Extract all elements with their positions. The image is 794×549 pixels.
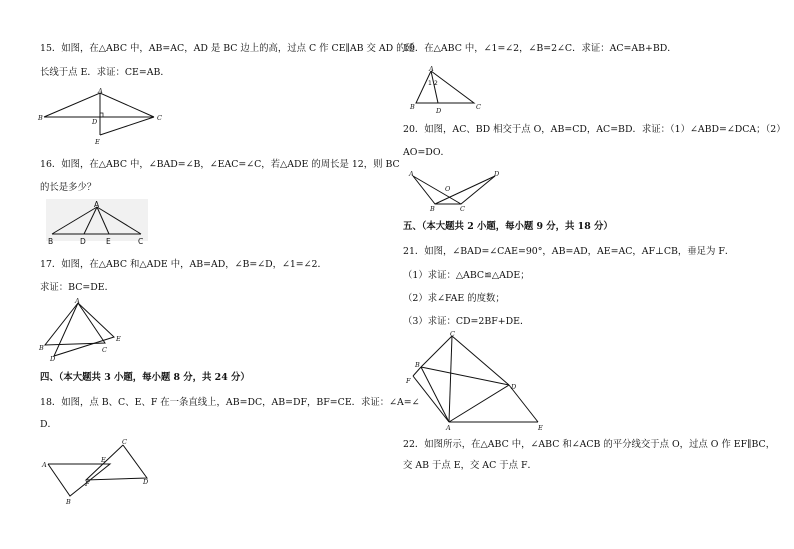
q20-label-d: D (494, 170, 500, 178)
section-4-heading: 四、（本大题共 3 小题，每小题 8 分，共 24 分） (40, 372, 250, 383)
q19-label-a: A (429, 65, 434, 73)
q15-label-d: D (92, 118, 98, 126)
q16-figure (46, 199, 156, 247)
q18-figure (40, 438, 160, 508)
q16-label-b: B (48, 237, 54, 246)
q19-line1: 19．在△ABC 中，∠1=∠2，∠B=2∠C．求证：AC=AB+BD． (403, 43, 677, 54)
q20-label-c: C (460, 205, 465, 213)
q21-label-d: D (511, 383, 517, 391)
q20-line2: AO=DO． (403, 147, 450, 158)
q18-label-d: D (143, 478, 149, 486)
right-column (400, 0, 786, 549)
q18-label-f: F (85, 480, 90, 488)
q21-label-e: E (538, 424, 543, 432)
q21-figure (406, 331, 556, 431)
q17-label-d: D (50, 355, 56, 363)
q21-label-a: A (446, 424, 451, 432)
q19-label-1: 1 (428, 80, 432, 87)
q16-line2: 的长是多少？ (40, 182, 97, 193)
q17-line1: 17．如图，在△ABC 和△ADE 中，AB=AD，∠B=∠D，∠1=∠2． (40, 259, 327, 270)
q17-label-c: C (102, 346, 107, 354)
q21-sub1: （1）求证：△ABC≌△ADE； (403, 270, 530, 281)
q21-label-c: C (450, 330, 455, 338)
q16-label-d: D (80, 237, 86, 246)
q18-line2: D． (40, 419, 57, 430)
q17-line2: 求证：BC=DE． (40, 282, 114, 293)
q18-label-b: B (66, 498, 71, 506)
q20-line1: 20．如图，AC、BD 相交于点 O，AB=CD，AC=BD．求证：（1）∠ABD=∠DCA；（2） (403, 124, 786, 135)
q17-label-e: E (116, 335, 121, 343)
q19-label-b: B (410, 103, 415, 111)
q22-line1: 22．如图所示，在△ABC 中，∠ABC 和∠ACB 的平分线交于点 O，过点 O 作 EF∥BC， (403, 439, 776, 450)
q20-label-b: B (430, 205, 435, 213)
q15-line1: 15．如图，在△ABC 中，AB=AC，AD 是 BC 边上的高，过点 C 作 CE∥AB 交 AD 的延 (40, 43, 415, 54)
q18-label-c: C (122, 438, 127, 446)
q20-label-a: A (409, 170, 414, 178)
q20-label-o: O (445, 185, 451, 193)
section-5-heading: 五、（本大题共 2 小题，每小题 9 分，共 18 分） (403, 221, 613, 232)
q15-label-b: B (38, 114, 43, 122)
q16-label-e: E (106, 237, 111, 246)
q15-label-c: C (157, 114, 162, 122)
q17-figure (38, 297, 128, 363)
q19-label-2: 2 (434, 80, 438, 87)
q19-figure (406, 64, 486, 116)
q22-line2: 交 AB 于点 E，交 AC 于点 F． (403, 460, 537, 471)
q16-label-a: A (94, 200, 100, 209)
q16-label-c: C (138, 237, 144, 246)
q21-sub2: （2）求∠FAE 的度数； (403, 293, 505, 304)
q15-label-e: E (95, 138, 100, 146)
q19-label-c: C (476, 103, 481, 111)
q21-sub3: （3）求证：CD=2BF+DE． (403, 316, 530, 327)
q15-label-a: A (98, 87, 103, 95)
q18-label-e: E (101, 456, 106, 464)
q18-line1: 18．如图，点 B、C、E、F 在一条直线上，AB=DC，AB=DF，BF=CE．求证：∠A=∠ (40, 397, 420, 408)
q21-label-b: B (415, 361, 420, 369)
q20-figure (408, 169, 508, 213)
q19-label-d: D (436, 107, 442, 115)
q16-line1: 16．如图，在△ABC 中，∠BAD=∠B，∠EAC=∠C，若△ADE 的周长是 12，则 BC (40, 159, 400, 170)
q17-label-b: B (39, 344, 44, 352)
q21-line1: 21．如图，∠BAD=∠CAE=90°，AB=AD，AE=AC，AF⊥CB，垂足为 F． (403, 246, 735, 257)
q15-line2: 长线于点 E．求证：CE=AB． (40, 67, 170, 78)
q15-figure (36, 88, 186, 148)
q17-label-a: A (75, 297, 80, 305)
q18-label-a: A (42, 461, 47, 469)
q21-label-f: F (406, 377, 411, 385)
